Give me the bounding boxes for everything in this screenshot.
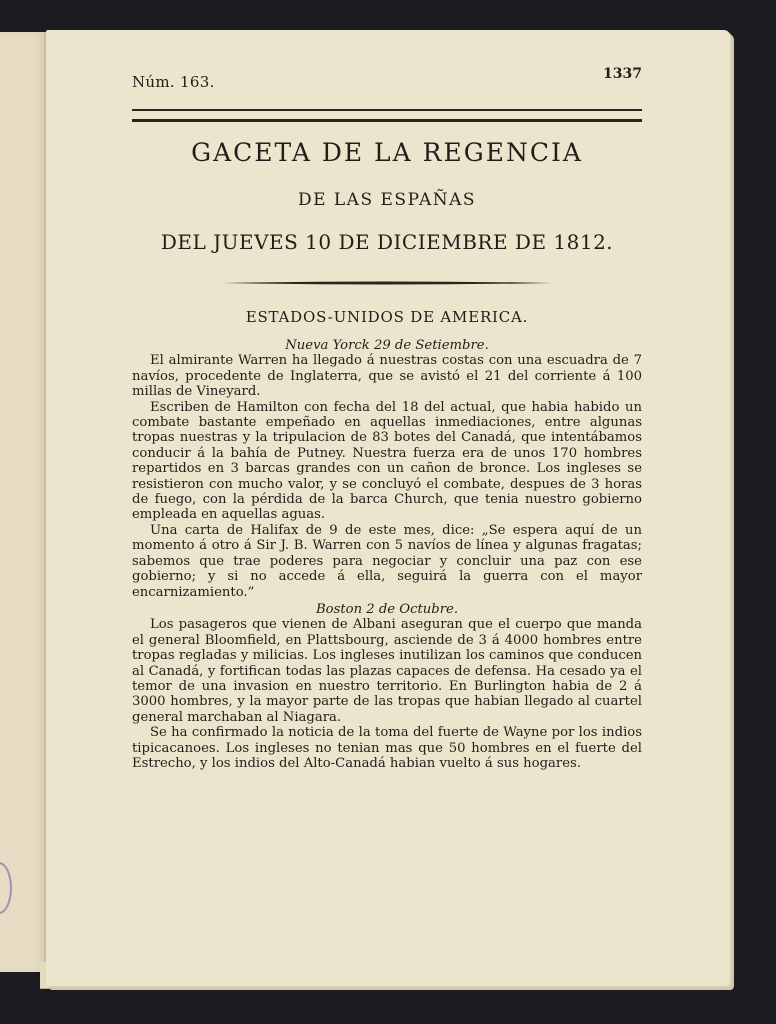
article-body — [132, 336, 642, 771]
dateline-boston: Boston 2 de Octubre. — [315, 601, 459, 617]
facing-page-edge — [0, 32, 46, 972]
paragraph: El almirante Warren ha llegado á nuestras costas con una escuadra de 7 navíos, procedente de Inglaterra, que se avistó el 21 del corriente á 100 millas de Vineyard. — [132, 353, 642, 400]
paragraph: Escriben de Hamilton con fecha del 18 del actual, que habia habido un combate bastante empeñado en aquellas inmediaciones, entre algunas tropas nuestras y la tripulacion de 83 botes del Canadá, que intentábamos conducir á la bahía de Putney. Nuestra fuerza era de unos 170 hombres repartidos en 3 barcas grandes con un cañon de bronce. Los ingleses se resistieron con mucho valor, y se concluyó el combate, despues de 3 horas de fuego, con la pérdida de la barca Church, que tenia nuestro gobierno empleada en aquellas aguas. — [132, 399, 642, 523]
paragraph: Se ha confirmado la noticia de la toma del fuerte de Wayne por los indios tipicacanoes. Los ingleses no tenian mas que 50 hombres en el fuerte del Estrecho, y los indios del Alto-Canadá habian vuelto á sus hogares. — [132, 725, 642, 771]
page-number: 1337 — [603, 66, 642, 82]
paragraph: Una carta de Halifax de 9 de este mes, dice: „Se espera aquí de un momento á otro á Sir J. B. Warren con 5 navíos de línea y algunas fragatas; sabemos que trae poderes para negociar y concluir una paz con ese gobierno; y si no accede á ella, seguirá la guerra con el mayor encarnizamiento.” — [132, 522, 642, 600]
paragraph: Los pasageros que vienen de Albani aseguran que el cuerpo que manda el general Bloomfield, en Plattsbourg, asciende de 3 á 4000 hombres entre tropas regladas y milicias. Los ingleses inutilizan los caminos que conducen al Canadá, y fortifican todas las plazas capaces de defensa. Ha cesado ya el temor de una invasion en nuestro territorio. En Burlington habia de 2 á 3000 hombres, y la mayor parte de las tropas que habian llegado al cuartel general marchaban al Niagara. — [132, 617, 642, 725]
masthead-title: GACETA DE LA REGENCIA — [191, 138, 583, 167]
masthead-double-rule — [132, 109, 642, 122]
issue-number: Núm. 163. — [132, 73, 215, 91]
dateline-new-york: Nueva Yorck 29 de Setiembre. — [285, 338, 489, 353]
section-heading: ESTADOS-UNIDOS DE AMERICA. — [245, 308, 529, 326]
gazette-page — [46, 30, 730, 986]
masthead-subtitle: DE LAS ESPAÑAS — [297, 190, 477, 210]
masthead-date: DEL JUEVES 10 DE DICIEMBRE DE 1812. — [160, 230, 614, 254]
ornamental-rule — [222, 281, 552, 285]
